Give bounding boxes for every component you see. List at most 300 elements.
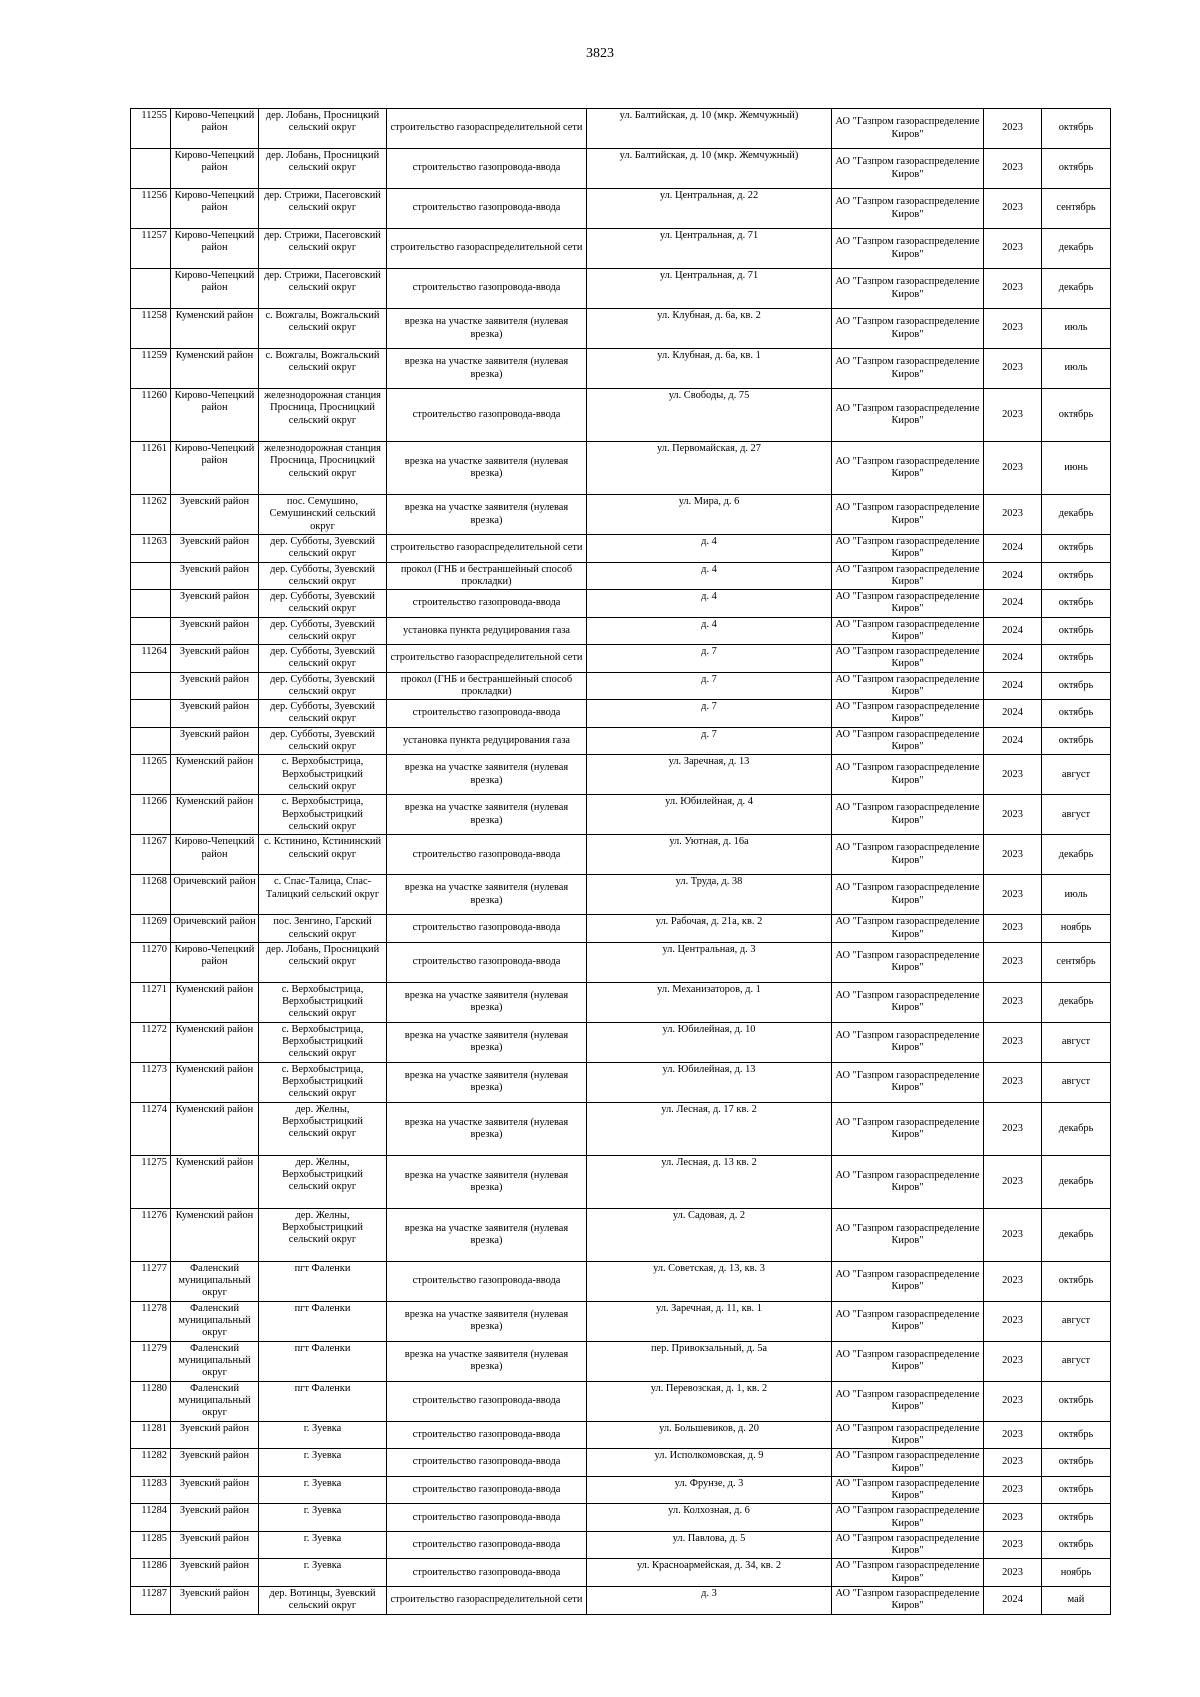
organization-cell: АО "Газпром газораспределение Киров" [832,755,984,795]
district-cell: Зуевский район [171,672,259,700]
year-cell: 2023 [984,982,1042,1022]
organization-cell: АО "Газпром газораспределение Киров" [832,982,984,1022]
table-row [131,1504,1111,1532]
district-cell: Фаленский муниципальный округ [171,1381,259,1421]
table-row [131,309,1111,349]
row-number: 11265 [131,755,171,795]
district-cell: Зуевский район [171,1531,259,1559]
month-cell: май [1042,1586,1111,1614]
address-cell: ул. Клубная, д. 6а, кв. 2 [587,309,832,349]
address-cell: ул. Первомайская, д. 27 [587,442,832,495]
district-cell: Зуевский район [171,1421,259,1449]
organization-cell: АО "Газпром газораспределение Киров" [832,1062,984,1102]
row-number: 11282 [131,1449,171,1477]
year-cell: 2023 [984,1381,1042,1421]
locality-cell: дер. Стрижи, Пасеговский сельский округ [259,269,387,309]
district-cell: Зуевский район [171,1449,259,1477]
work-type-cell: врезка на участке заявителя (нулевая врезка) [387,795,587,835]
year-cell: 2023 [984,189,1042,229]
row-number: 11280 [131,1381,171,1421]
table-row [131,535,1111,563]
locality-cell: пос. Семушино, Семушинский сельский округ [259,495,387,535]
district-cell: Кирово-Чепецкий район [171,942,259,982]
work-type-cell: строительство газопровода-ввода [387,1476,587,1504]
organization-cell: АО "Газпром газораспределение Киров" [832,1586,984,1614]
work-type-cell: строительство газопровода-ввода [387,149,587,189]
organization-cell: АО "Газпром газораспределение Киров" [832,109,984,149]
row-number: 11259 [131,349,171,389]
locality-cell: с. Вожгалы, Вожгальский сельский округ [259,349,387,389]
district-cell: Зуевский район [171,700,259,728]
address-cell: ул. Павлова, д. 5 [587,1531,832,1559]
month-cell: октябрь [1042,149,1111,189]
locality-cell: железнодорожная станция Просница, Просницкий сельский округ [259,389,387,442]
year-cell: 2023 [984,755,1042,795]
organization-cell: АО "Газпром газораспределение Киров" [832,1261,984,1301]
year-cell: 2024 [984,535,1042,563]
district-cell: Фаленский муниципальный округ [171,1341,259,1381]
row-number [131,269,171,309]
month-cell: август [1042,1022,1111,1062]
address-cell: д. 7 [587,645,832,673]
district-cell: Куменский район [171,982,259,1022]
table-row [131,495,1111,535]
locality-cell: с. Вожгалы, Вожгальский сельский округ [259,309,387,349]
year-cell: 2023 [984,309,1042,349]
district-cell: Куменский район [171,1155,259,1208]
district-cell: Кирово-Чепецкий район [171,269,259,309]
organization-cell: АО "Газпром газораспределение Киров" [832,269,984,309]
work-type-cell: строительство газораспределительной сети [387,535,587,563]
table-row [131,942,1111,982]
locality-cell: г. Зуевка [259,1476,387,1504]
address-cell: ул. Клубная, д. 6а, кв. 1 [587,349,832,389]
address-cell: ул. Советская, д. 13, кв. 3 [587,1261,832,1301]
row-number: 11269 [131,915,171,943]
district-cell: Зуевский район [171,1586,259,1614]
row-number: 11274 [131,1102,171,1155]
address-cell: ул. Балтийская, д. 10 (мкр. Жемчужный) [587,109,832,149]
year-cell: 2024 [984,562,1042,590]
table-row [131,1559,1111,1587]
work-type-cell: врезка на участке заявителя (нулевая врезка) [387,1155,587,1208]
locality-cell: пгт Фаленки [259,1381,387,1421]
organization-cell: АО "Газпром газораспределение Киров" [832,495,984,535]
organization-cell: АО "Газпром газораспределение Киров" [832,535,984,563]
month-cell: август [1042,755,1111,795]
address-cell: ул. Колхозная, д. 6 [587,1504,832,1532]
month-cell: октябрь [1042,672,1111,700]
locality-cell: пгт Фаленки [259,1261,387,1301]
organization-cell: АО "Газпром газораспределение Киров" [832,229,984,269]
address-cell: д. 3 [587,1586,832,1614]
table-body [131,109,1111,1615]
month-cell: октябрь [1042,389,1111,442]
address-cell: ул. Лесная, д. 13 кв. 2 [587,1155,832,1208]
work-type-cell: строительство газопровода-ввода [387,269,587,309]
year-cell: 2023 [984,149,1042,189]
address-cell: д. 4 [587,590,832,618]
year-cell: 2023 [984,1559,1042,1587]
table-row [131,755,1111,795]
row-number: 11263 [131,535,171,563]
row-number: 11283 [131,1476,171,1504]
work-type-cell: строительство газопровода-ввода [387,590,587,618]
table-row [131,672,1111,700]
month-cell: июль [1042,875,1111,915]
address-cell: д. 7 [587,672,832,700]
year-cell: 2023 [984,1421,1042,1449]
row-number: 11255 [131,109,171,149]
locality-cell: с. Верхобыстрица, Верхобыстрицкий сельский округ [259,1022,387,1062]
locality-cell: дер. Лобань, Просницкий сельский округ [259,942,387,982]
organization-cell: АО "Газпром газораспределение Киров" [832,562,984,590]
month-cell: октябрь [1042,1381,1111,1421]
address-cell: ул. Юбилейная, д. 13 [587,1062,832,1102]
row-number: 11286 [131,1559,171,1587]
row-number [131,562,171,590]
row-number: 11266 [131,795,171,835]
row-number: 11261 [131,442,171,495]
table-row [131,562,1111,590]
work-type-cell: строительство газораспределительной сети [387,229,587,269]
year-cell: 2023 [984,1476,1042,1504]
district-cell: Зуевский район [171,562,259,590]
year-cell: 2023 [984,1022,1042,1062]
locality-cell: г. Зуевка [259,1504,387,1532]
organization-cell: АО "Газпром газораспределение Киров" [832,309,984,349]
district-cell: Куменский район [171,1208,259,1261]
year-cell: 2024 [984,1586,1042,1614]
work-type-cell: строительство газопровода-ввода [387,700,587,728]
row-number: 11272 [131,1022,171,1062]
district-cell: Кирово-Чепецкий район [171,389,259,442]
month-cell: ноябрь [1042,1559,1111,1587]
locality-cell: дер. Лобань, Просницкий сельский округ [259,109,387,149]
address-cell: ул. Центральная, д. 3 [587,942,832,982]
month-cell: октябрь [1042,590,1111,618]
work-type-cell: строительство газопровода-ввода [387,1449,587,1477]
district-cell: Куменский район [171,349,259,389]
district-cell: Кирово-Чепецкий район [171,189,259,229]
work-type-cell: врезка на участке заявителя (нулевая врезка) [387,1022,587,1062]
table-row [131,617,1111,645]
organization-cell: АО "Газпром газораспределение Киров" [832,1155,984,1208]
locality-cell: г. Зуевка [259,1559,387,1587]
work-type-cell: строительство газопровода-ввода [387,942,587,982]
district-cell: Куменский район [171,1062,259,1102]
year-cell: 2023 [984,915,1042,943]
locality-cell: дер. Субботы, Зуевский сельский округ [259,700,387,728]
locality-cell: дер. Субботы, Зуевский сельский округ [259,617,387,645]
table-row [131,982,1111,1022]
address-cell: ул. Центральная, д. 71 [587,269,832,309]
month-cell: октябрь [1042,1476,1111,1504]
work-type-cell: врезка на участке заявителя (нулевая врезка) [387,982,587,1022]
year-cell: 2023 [984,229,1042,269]
year-cell: 2023 [984,1062,1042,1102]
row-number: 11281 [131,1421,171,1449]
address-cell: ул. Балтийская, д. 10 (мкр. Жемчужный) [587,149,832,189]
year-cell: 2023 [984,1504,1042,1532]
row-number [131,590,171,618]
organization-cell: АО "Газпром газораспределение Киров" [832,1449,984,1477]
row-number: 11278 [131,1301,171,1341]
organization-cell: АО "Газпром газораспределение Киров" [832,389,984,442]
locality-cell: дер. Субботы, Зуевский сельский округ [259,535,387,563]
address-cell: ул. Центральная, д. 71 [587,229,832,269]
work-type-cell: строительство газопровода-ввода [387,1421,587,1449]
locality-cell: с. Верхобыстрица, Верхобыстрицкий сельский округ [259,755,387,795]
year-cell: 2023 [984,1261,1042,1301]
month-cell: декабрь [1042,1208,1111,1261]
work-type-cell: установка пункта редуцирования газа [387,727,587,755]
row-number: 11256 [131,189,171,229]
organization-cell: АО "Газпром газораспределение Киров" [832,1022,984,1062]
organization-cell: АО "Газпром газораспределение Киров" [832,1504,984,1532]
address-cell: ул. Заречная, д. 13 [587,755,832,795]
row-number: 11277 [131,1261,171,1301]
row-number: 11264 [131,645,171,673]
row-number: 11268 [131,875,171,915]
table-row [131,700,1111,728]
locality-cell: дер. Вотинцы, Зуевский сельский округ [259,1586,387,1614]
work-type-cell: строительство газопровода-ввода [387,389,587,442]
year-cell: 2023 [984,1102,1042,1155]
table-row [131,1261,1111,1301]
address-cell: ул. Красноармейская, д. 34, кв. 2 [587,1559,832,1587]
row-number: 11279 [131,1341,171,1381]
district-cell: Кирово-Чепецкий район [171,835,259,875]
table-row [131,1381,1111,1421]
month-cell: август [1042,1301,1111,1341]
locality-cell: дер. Субботы, Зуевский сельский округ [259,562,387,590]
month-cell: октябрь [1042,109,1111,149]
address-cell: ул. Труда, д. 38 [587,875,832,915]
district-cell: Куменский район [171,795,259,835]
locality-cell: с. Кстинино, Кстининский сельский округ [259,835,387,875]
locality-cell: с. Верхобыстрица, Верхобыстрицкий сельский округ [259,1062,387,1102]
district-cell: Зуевский район [171,495,259,535]
locality-cell: дер. Желны, Верхобыстрицкий сельский округ [259,1155,387,1208]
work-type-cell: строительство газопровода-ввода [387,1504,587,1532]
table-row [131,1102,1111,1155]
year-cell: 2023 [984,1341,1042,1381]
table-row [131,727,1111,755]
row-number: 11270 [131,942,171,982]
address-cell: ул. Рабочая, д. 21а, кв. 2 [587,915,832,943]
work-type-cell: врезка на участке заявителя (нулевая врезка) [387,309,587,349]
work-type-cell: строительство газораспределительной сети [387,109,587,149]
address-cell: ул. Мира, д. 6 [587,495,832,535]
month-cell: август [1042,795,1111,835]
year-cell: 2024 [984,727,1042,755]
row-number: 11258 [131,309,171,349]
district-cell: Зуевский район [171,645,259,673]
locality-cell: с. Верхобыстрица, Верхобыстрицкий сельский округ [259,795,387,835]
address-cell: ул. Садовая, д. 2 [587,1208,832,1261]
address-cell: д. 4 [587,617,832,645]
district-cell: Куменский район [171,309,259,349]
row-number: 11284 [131,1504,171,1532]
district-cell: Фаленский муниципальный округ [171,1261,259,1301]
district-cell: Зуевский район [171,590,259,618]
work-type-cell: врезка на участке заявителя (нулевая врезка) [387,1102,587,1155]
district-cell: Куменский район [171,1022,259,1062]
month-cell: октябрь [1042,645,1111,673]
district-cell: Зуевский район [171,1504,259,1532]
row-number: 11262 [131,495,171,535]
row-number: 11257 [131,229,171,269]
month-cell: октябрь [1042,617,1111,645]
work-type-cell: строительство газораспределительной сети [387,1586,587,1614]
organization-cell: АО "Газпром газораспределение Киров" [832,1559,984,1587]
month-cell: декабрь [1042,495,1111,535]
year-cell: 2024 [984,590,1042,618]
month-cell: июль [1042,349,1111,389]
month-cell: декабрь [1042,982,1111,1022]
organization-cell: АО "Газпром газораспределение Киров" [832,1531,984,1559]
year-cell: 2023 [984,835,1042,875]
month-cell: октябрь [1042,1449,1111,1477]
year-cell: 2023 [984,1155,1042,1208]
address-cell: д. 7 [587,700,832,728]
locality-cell: дер. Стрижи, Пасеговский сельский округ [259,189,387,229]
organization-cell: АО "Газпром газораспределение Киров" [832,727,984,755]
locality-cell: г. Зуевка [259,1421,387,1449]
year-cell: 2024 [984,645,1042,673]
month-cell: декабрь [1042,1155,1111,1208]
table-row [131,1586,1111,1614]
month-cell: июнь [1042,442,1111,495]
table-row [131,645,1111,673]
table-row [131,1449,1111,1477]
locality-cell: пгт Фаленки [259,1341,387,1381]
district-cell: Оричевский район [171,915,259,943]
month-cell: октябрь [1042,727,1111,755]
table-row [131,389,1111,442]
address-cell: ул. Фрунзе, д. 3 [587,1476,832,1504]
work-type-cell: врезка на участке заявителя (нулевая врезка) [387,442,587,495]
address-cell: ул. Перевозская, д. 1, кв. 2 [587,1381,832,1421]
work-type-cell: строительство газораспределительной сети [387,645,587,673]
organization-cell: АО "Газпром газораспределение Киров" [832,1421,984,1449]
district-cell: Зуевский район [171,617,259,645]
address-cell: ул. Юбилейная, д. 10 [587,1022,832,1062]
month-cell: октябрь [1042,1421,1111,1449]
table-row [131,1062,1111,1102]
work-type-cell: врезка на участке заявителя (нулевая врезка) [387,1062,587,1102]
table-row [131,1155,1111,1208]
work-type-cell: врезка на участке заявителя (нулевая врезка) [387,495,587,535]
table-row [131,1301,1111,1341]
locality-cell: дер. Желны, Верхобыстрицкий сельский округ [259,1102,387,1155]
year-cell: 2023 [984,349,1042,389]
address-cell: ул. Механизаторов, д. 1 [587,982,832,1022]
organization-cell: АО "Газпром газораспределение Киров" [832,1102,984,1155]
month-cell: декабрь [1042,835,1111,875]
organization-cell: АО "Газпром газораспределение Киров" [832,1208,984,1261]
year-cell: 2023 [984,795,1042,835]
locality-cell: г. Зуевка [259,1531,387,1559]
address-cell: пер. Привокзальный, д. 5а [587,1341,832,1381]
row-number [131,617,171,645]
table-row [131,349,1111,389]
month-cell: октябрь [1042,535,1111,563]
address-cell: ул. Заречная, д. 11, кв. 1 [587,1301,832,1341]
work-type-cell: строительство газопровода-ввода [387,1261,587,1301]
organization-cell: АО "Газпром газораспределение Киров" [832,835,984,875]
district-cell: Зуевский район [171,727,259,755]
month-cell: декабрь [1042,269,1111,309]
month-cell: октябрь [1042,700,1111,728]
organization-cell: АО "Газпром газораспределение Киров" [832,1341,984,1381]
organization-cell: АО "Газпром газораспределение Киров" [832,617,984,645]
locality-cell: с. Спас-Талица, Спас-Талицкий сельский округ [259,875,387,915]
locality-cell: г. Зуевка [259,1449,387,1477]
work-type-cell: врезка на участке заявителя (нулевая врезка) [387,1208,587,1261]
table-row [131,1022,1111,1062]
work-type-cell: прокол (ГНБ и бестраншейный способ прокладки) [387,672,587,700]
address-cell: ул. Лесная, д. 17 кв. 2 [587,1102,832,1155]
work-type-cell: строительство газопровода-ввода [387,1559,587,1587]
month-cell: октябрь [1042,1531,1111,1559]
gas-works-table [130,108,1111,1615]
district-cell: Кирово-Чепецкий район [171,229,259,269]
address-cell: д. 4 [587,562,832,590]
table-row [131,442,1111,495]
table-row [131,1208,1111,1261]
address-cell: д. 4 [587,535,832,563]
work-type-cell: врезка на участке заявителя (нулевая врезка) [387,1301,587,1341]
organization-cell: АО "Газпром газораспределение Киров" [832,645,984,673]
district-cell: Зуевский район [171,1559,259,1587]
year-cell: 2024 [984,617,1042,645]
work-type-cell: строительство газопровода-ввода [387,1531,587,1559]
locality-cell: дер. Лобань, Просницкий сельский округ [259,149,387,189]
row-number [131,672,171,700]
month-cell: декабрь [1042,1102,1111,1155]
year-cell: 2023 [984,1531,1042,1559]
district-cell: Кирово-Чепецкий район [171,442,259,495]
table-row [131,1421,1111,1449]
address-cell: ул. Юбилейная, д. 4 [587,795,832,835]
table-row [131,149,1111,189]
organization-cell: АО "Газпром газораспределение Киров" [832,189,984,229]
row-number [131,700,171,728]
address-cell: ул. Уютная, д. 16а [587,835,832,875]
address-cell: д. 7 [587,727,832,755]
year-cell: 2023 [984,1449,1042,1477]
work-type-cell: строительство газопровода-ввода [387,835,587,875]
work-type-cell: врезка на участке заявителя (нулевая врезка) [387,349,587,389]
row-number: 11260 [131,389,171,442]
month-cell: сентябрь [1042,942,1111,982]
table-row [131,1341,1111,1381]
work-type-cell: строительство газопровода-ввода [387,915,587,943]
district-cell: Оричевский район [171,875,259,915]
year-cell: 2023 [984,389,1042,442]
organization-cell: АО "Газпром газораспределение Киров" [832,349,984,389]
month-cell: август [1042,1062,1111,1102]
work-type-cell: строительство газопровода-ввода [387,189,587,229]
organization-cell: АО "Газпром газораспределение Киров" [832,700,984,728]
month-cell: октябрь [1042,1261,1111,1301]
locality-cell: с. Верхобыстрица, Верхобыстрицкий сельский округ [259,982,387,1022]
row-number: 11273 [131,1062,171,1102]
work-type-cell: врезка на участке заявителя (нулевая врезка) [387,755,587,795]
address-cell: ул. Свободы, д. 75 [587,389,832,442]
